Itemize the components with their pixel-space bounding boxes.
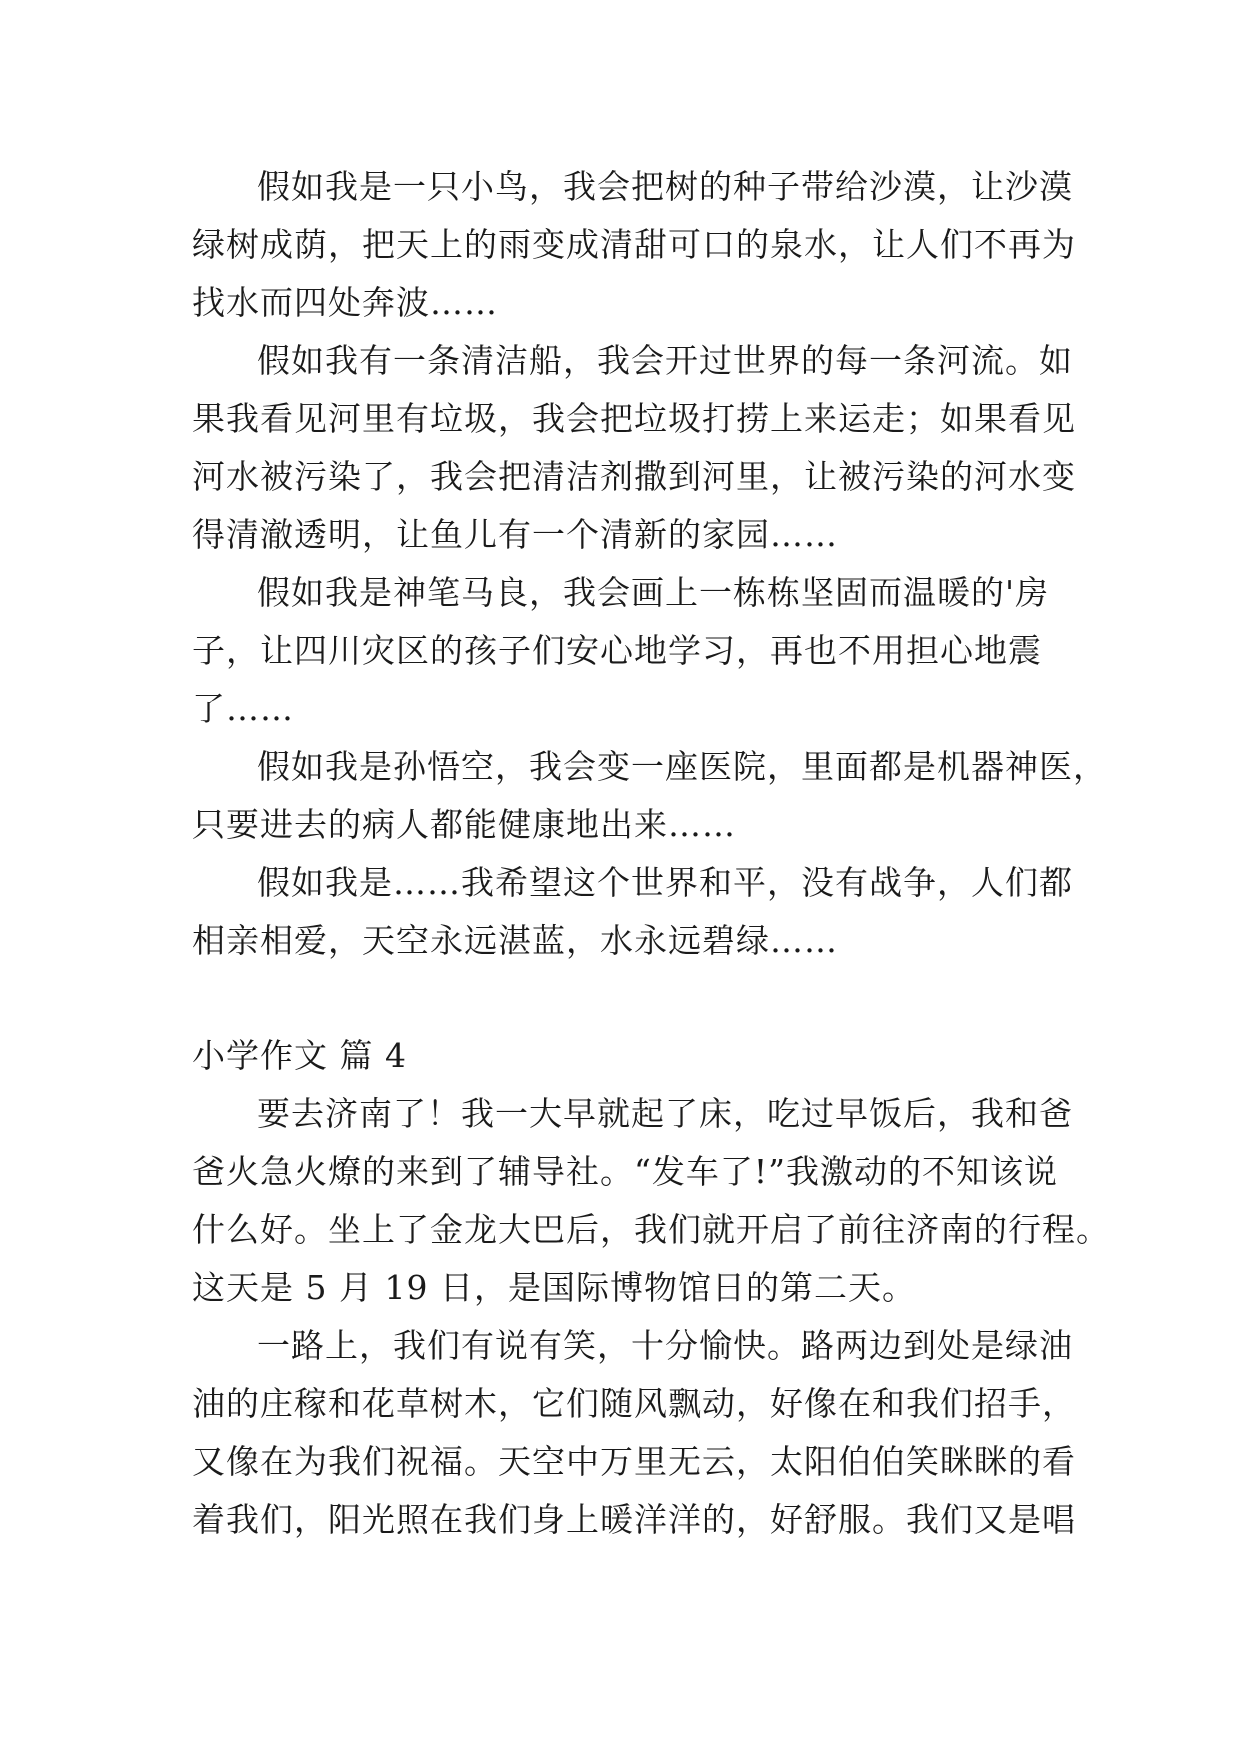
section-heading: 小学作文 篇 4 xyxy=(192,1036,407,1075)
paragraph-line: 找水而四处奔波…… xyxy=(192,283,498,322)
paragraph-line: 了…… xyxy=(192,689,294,728)
paragraph-line: 得清澈透明，让鱼儿有一个清新的家园…… xyxy=(192,515,838,554)
paragraph-line: 要去济南了！我一大早就起了床，吃过早饭后，我和爸 xyxy=(257,1094,1073,1133)
paragraph-line: 子，让四川灾区的孩子们安心地学习，再也不用担心地震 xyxy=(192,631,1042,670)
paragraph-line: 果我看见河里有垃圾，我会把垃圾打捞上来运走；如果看见 xyxy=(192,399,1076,438)
paragraph-line: 河水被污染了，我会把清洁剂撒到河里，让被污染的河水变 xyxy=(192,457,1076,496)
paragraph-line: 假如我是……我希望这个世界和平，没有战争，人们都 xyxy=(257,863,1073,902)
paragraph-line: 只要进去的病人都能健康地出来…… xyxy=(192,805,736,844)
paragraph-line: 假如我是神笔马良，我会画上一栋栋坚固而温暖的'房 xyxy=(257,573,1050,612)
paragraph-line: 一路上，我们有说有笑，十分愉快。路两边到处是绿油 xyxy=(257,1326,1073,1365)
paragraph-line: 假如我有一条清洁船，我会开过世界的每一条河流。如 xyxy=(257,341,1073,380)
paragraph-line: 爸火急火燎的来到了辅导社。“发车了!”我激动的不知该说 xyxy=(192,1152,1059,1191)
paragraph-line: 相亲相爱，天空永远湛蓝，水永远碧绿…… xyxy=(192,921,838,960)
paragraph-line: 油的庄稼和花草树木，它们随风飘动，好像在和我们招手， xyxy=(192,1384,1076,1423)
paragraph-line: 假如我是一只小鸟，我会把树的种子带给沙漠，让沙漠 xyxy=(257,167,1073,206)
paragraph-line: 这天是 5 月 19 日，是国际博物馆日的第二天。 xyxy=(192,1268,916,1307)
paragraph-line: 假如我是孙悟空，我会变一座医院，里面都是机器神医， xyxy=(257,747,1107,786)
paragraph-line: 又像在为我们祝福。天空中万里无云，太阳伯伯笑眯眯的看 xyxy=(192,1442,1076,1481)
paragraph-line: 什么好。坐上了金龙大巴后，我们就开启了前往济南的行程。 xyxy=(192,1210,1110,1249)
paragraph-line: 绿树成荫，把天上的雨变成清甜可口的泉水，让人们不再为 xyxy=(192,225,1076,264)
paragraph-line: 着我们，阳光照在我们身上暖洋洋的，好舒服。我们又是唱 xyxy=(192,1500,1076,1539)
